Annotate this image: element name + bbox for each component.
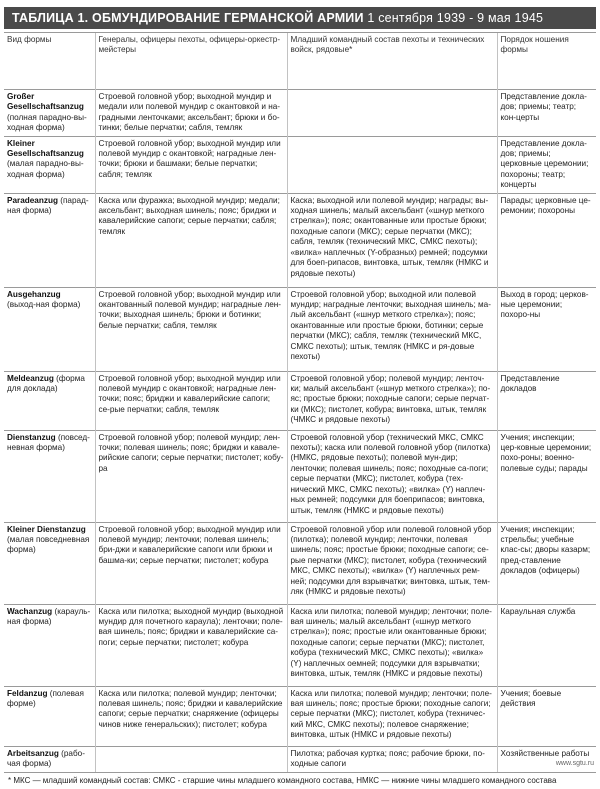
uniform-description: (малая повседневная форма) [7, 535, 90, 555]
uniform-name: Arbeitsanzug [7, 748, 59, 758]
table-row [4, 90, 596, 137]
wear-cell: Учения; боевые действия [497, 686, 596, 746]
generals-cell: Строевой головной убор; выходной мундир или полевой мундир с окантовкой; наградные лен-точки; пояс; бриджи и кавалерийские сапоги; се-рые перчатки; сабля, темляк [95, 371, 287, 430]
table-title-main: ТАБЛИЦА 1. ОБМУНДИРОВАНИЕ ГЕРМАНСКОЙ АРМИИ [12, 11, 364, 25]
table-row [4, 287, 596, 371]
table-row [4, 686, 596, 746]
uniform-type-cell [4, 193, 95, 287]
uniform-type-cell [4, 604, 95, 686]
uniform-name: Kleiner Dienstanzug [7, 524, 86, 534]
table-title-dates: 1 сентября 1939 - 9 мая 1945 [367, 11, 544, 25]
ncos-cell: Строевой головной убор (технический МКС, СМКС пехоты); каска или полевой головной убор (пилотка) (НМКС, рядовые пехоты); полевой мун-дир; ленточки; полевая шинель; пояс; походные са-поги; серые перчатки (МКС); пистолет, кобура (тех-нический МКС, СМКС пехоты); «вилка» (Y) наплеч-ных ремней; подсумки для боеприпасов; винтовка, штык, темляк (НМКС и рядовые пехоты) [287, 430, 497, 522]
generals-cell: Каска или фуражка; выходной мундир; медали; аксельбант; выходная шинель; пояс; бриджи и кавалерийские сапоги; серые перчатки; сабля; темляк [95, 193, 287, 287]
ncos-cell: Каска или пилотка; полевой мундир; ленточки; поле-вая шинель; малый аксельбант («шнур меткого стрелка»); пояс; простые или окантованные брюки; походные сапоги; серые перчатки (МКС); пистолет, кобура (технический МКС, СМКС пехоты); «вилка» (Y) наплечных оемней; подсумки для взрывчатки; винтовка, штык, темляк (НМКС и рядовые пехоты) [287, 604, 497, 686]
table-row [4, 430, 596, 522]
uniform-name: Dienstanzug [7, 432, 56, 442]
uniform-type-cell [4, 686, 95, 746]
wear-cell: Представление докладов [497, 371, 596, 430]
ncos-cell: Каска; выходной или полевой мундир; награды; вы-ходная шинель; малый аксельбант («шнур меткого стрелка»); пояс; окантованные или простые брюки; походные сапоги (МКС); серые перчатки (МКС); сабля, темляк (технический МКС, СМКС пехоты); «вилка» наплечных (Y-образных) ремней; подсумки для боеп-рипасов, винтовка, штык, темляк (НМКС и рядовые пехоты) [287, 193, 497, 287]
table-row [4, 522, 596, 604]
uniform-description: (форма для доклада) [7, 373, 85, 394]
uniform-name: Ausgehanzug [7, 289, 61, 299]
wear-cell: Учения; инспекции; стрельбы; учебные клас-сы; дворы казарм; пред-ставление докладов (офицеры) [497, 522, 596, 604]
ncos-cell: Строевой головной убор; выходной или полевой мундир; наградные ленточки; выходная шинель; ма-лый аксельбант («шнур меткого стрелка»); пояс; окантованные или простые брюки, ботинки; серые перчатки (МКС); сабля, темляк (технический МКС, СМКС пехоты); штык, темляк (НМКС и ря-довые пехоты) [287, 287, 497, 371]
header-uniform-type: Вид формы [4, 33, 95, 90]
table-row [4, 746, 596, 772]
uniform-name: Kleiner Gesellschaftsanzug [7, 138, 84, 159]
table-header-row [4, 33, 596, 90]
uniform-type-cell [4, 522, 95, 604]
generals-cell: Строевой головной убор; полевой мундир; лен-точки; полевая шинель; пояс; бриджи и кавале-рийские сапоги; серые перчатки; пистолет; кобу-ра [95, 430, 287, 522]
generals-cell: Строевой головной убор; выходной мундир или полевой мундир; ленточки; полевая шинель; бри-джи и кавалерийские сапоги или брюки и башма-ки; серые перчатки; пистолет; кобура [95, 522, 287, 604]
uniform-description: (повсед-невная форма) [7, 432, 90, 453]
generals-cell: Каска или пилотка; выходной мундир (выходной мундир для почетного караула); ленточки; поле-вая шинель; пояс; бриджи и кавалерийские са-поги; серые перчатки; пистолет; кобура [95, 604, 287, 686]
uniform-name: Paradeanzug [7, 195, 58, 205]
uniform-description: (полная парадно-вы-ходная форма) [7, 112, 87, 133]
ncos-cell: Каска или пилотка; полевой мундир; ленточки; поле-вая шинель; пояс; простые брюки; походные сапоги; серые перчатки (МКС); пистолет, кобура (техничес-кий МКС, СМКС пехоты); полевое снаряжение; винтовка, штык (НМКС и рядовые пехоты) [287, 686, 497, 746]
ncos-cell: Пилотка; рабочая куртка; пояс; рабочие брюки, по-ходные сапоги [287, 746, 497, 772]
uniform-type-cell [4, 136, 95, 193]
watermark-text: www.sgtu.ru [555, 760, 594, 767]
uniform-description: (выход-ная форма) [7, 300, 81, 310]
wear-cell: Караульная служба [497, 604, 596, 686]
uniform-description: (парад-ная форма) [7, 195, 89, 216]
ncos-cell: Строевой головной убор; полевой мундир; ленточ-ки; малый аксельбант («шнур меткого стрелка»); по-яс; простые брюки; походные сапоги; серые перчат-ки (МКС); пистолет, кобура; винтовка, штык, темляк (ЧМКС и рядовые пехоты) [287, 371, 497, 430]
generals-cell: Строевой головной убор; выходной мундир и медали или полевой мундир с окантовкой и на-градными ленточками; аксельбант; брюки и бо-тинки; белые перчатки; сабля, темляк [95, 90, 287, 137]
uniform-name: Feldanzug [7, 688, 48, 698]
uniform-table [4, 32, 596, 773]
generals-cell: Строевой головной убор; выходной мундир или окантованный полевой мундир; наградные лен-точки; выходная шинель; брюки и ботинки; белые перчатки; сабля, темляк [95, 287, 287, 371]
header-wear-order: Порядок ношения формы [497, 33, 596, 90]
uniform-type-cell [4, 371, 95, 430]
generals-cell: Каска или пилотка; полевой мундир; ленточки; полевая шинель; пояс; бриджи и кавалерийские сапоги; серые перчатки; снаряжение (офицеры чинов ниже генеральских); пистолет; кобура [95, 686, 287, 746]
uniform-description: (малая парадно-вы-ходная форма) [7, 159, 84, 179]
table-title [4, 7, 596, 29]
ncos-cell [287, 136, 497, 193]
wear-cell: Представление докла-дов; приемы; театр; кон-церты [497, 90, 596, 137]
ncos-cell: Строевой головной убор или полевой головной убор (пилотка); полевой мундир; ленточки, полевая шинель; пояс; простые брюки; походные сапоги; се-рые перчатки (МКС); пистолет, кобура (технический МКС, СМКС пехоты); «вилка» (Y) наплечных рем-ней; подсумки для взрывчатки; винтовка, штык, тем-ляк (НМКС и рядовые пехоты) [287, 522, 497, 604]
uniform-type-cell [4, 430, 95, 522]
uniform-name: Großer Gesellschaftsanzug [7, 92, 84, 112]
generals-cell [95, 746, 287, 772]
table-row [4, 136, 596, 193]
footnote: * МКС — младший командный состав: СМКС - старшие чины младшего командного состава, НМКС — нижние чины младшего командного состава [8, 775, 557, 785]
table-row [4, 604, 596, 686]
table-row [4, 371, 596, 430]
uniform-name: Wachanzug [7, 606, 53, 616]
uniform-name: Meldeanzug [7, 373, 54, 383]
header-generals-officers: Генералы, офицеры пехоты, офицеры-оркестр-мейстеры [95, 33, 287, 90]
uniform-description: (карауль-ная форма) [7, 606, 91, 627]
table-row [4, 193, 596, 287]
wear-cell: Учения; инспекции; цер-ковные церемонии; похо-роны; военно-полевые суды; парады [497, 430, 596, 522]
header-ncos-privates: Младший командный состав пехоты и технических войск, рядовые* [287, 33, 497, 90]
wear-cell: Выход в город; церков-ные церемонии; похоро-ны [497, 287, 596, 371]
uniform-type-cell [4, 90, 95, 137]
uniform-description: (полевая форме) [7, 688, 84, 709]
wear-cell: Парады; церковные це-ремонии; похороны [497, 193, 596, 287]
generals-cell: Строевой головной убор; выходной мундир или полевой мундир с окантовкой; наградные лен-точки; брюки и башмаки; белые перчатки; сабля; темляк [95, 136, 287, 193]
uniform-type-cell [4, 746, 95, 772]
uniform-type-cell [4, 287, 95, 371]
uniform-description: (рабо-чая форма) [7, 748, 85, 769]
wear-cell: Хозяйственные работы [497, 746, 596, 772]
ncos-cell [287, 90, 497, 137]
wear-cell: Представление докла-дов; приемы; церковные церемонии; похороны; театр; концерты [497, 136, 596, 193]
